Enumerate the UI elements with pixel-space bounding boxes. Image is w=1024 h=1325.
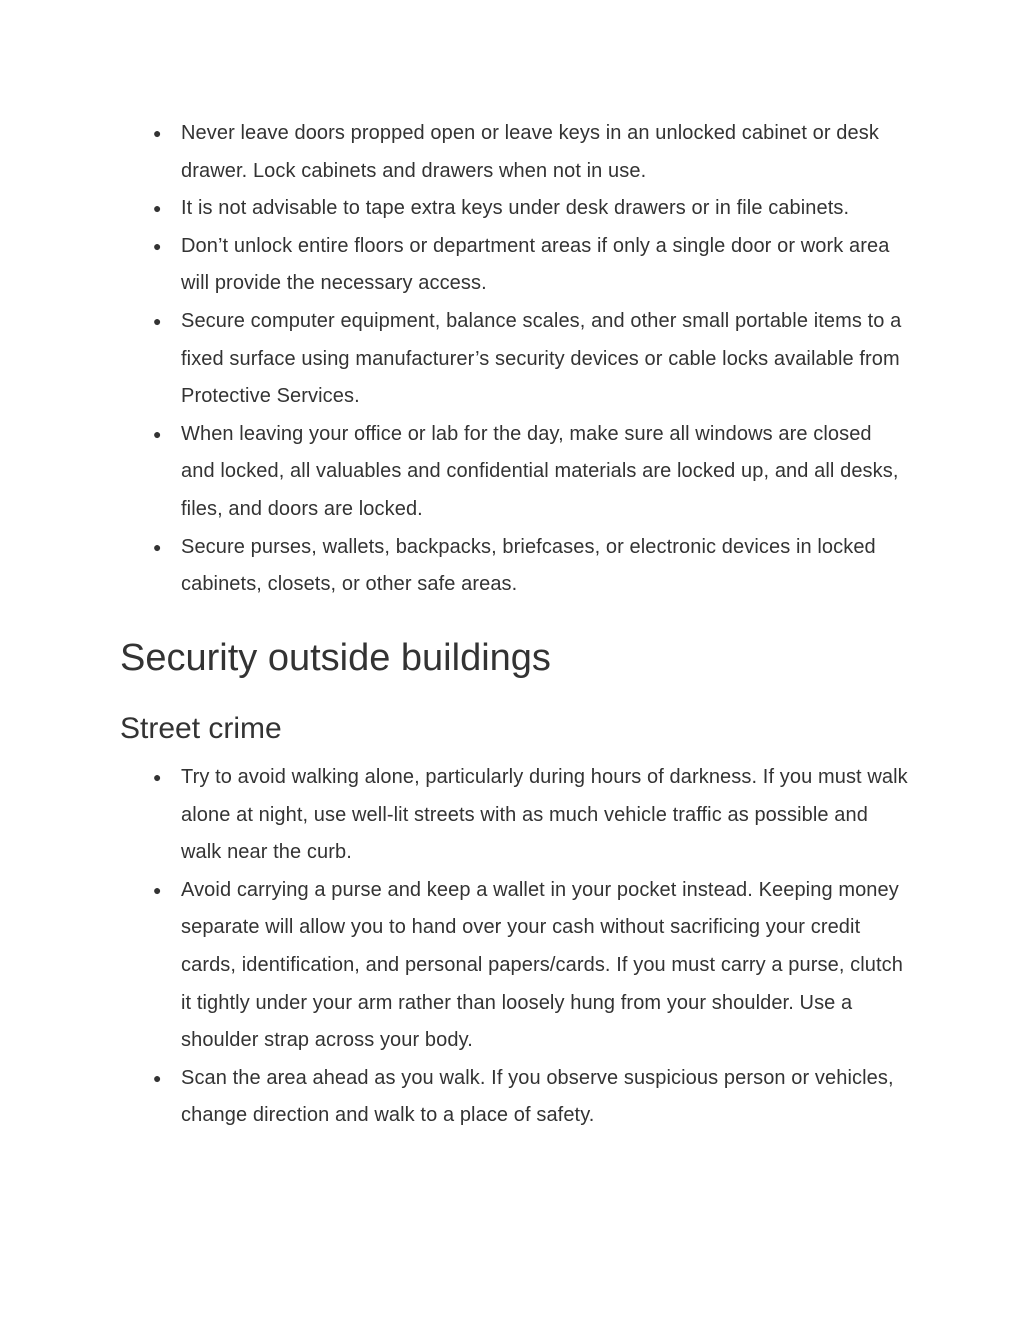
list-item [150,228,910,303]
list-item-text: Try to avoid walking alone, particularly during hours of darkness. If you must walk alone at night, use well-lit streets with as much vehicle traffic as possible and walk near the curb. [181,766,908,864]
list-item-text: Avoid carrying a purse and keep a wallet in your pocket instead. Keeping money separate will allow you to hand over your cash without sacrificing your credit cards, identification, and personal papers/cards. If you must carry a purse, clutch it tightly under your arm rather than loosely hung from your shoulder. Use a shoulder strap across your body. [181,878,903,1052]
list-item [150,1060,910,1135]
list-item [150,303,910,416]
bullet-icon: ● [153,125,162,141]
street-crime-list [150,759,910,1135]
list-item [150,115,910,190]
bullet-icon: ● [153,425,162,442]
bullet-icon: ● [153,312,162,329]
bullet-icon: ● [153,1069,162,1086]
list-item-text: When leaving your office or lab for the day, make sure all windows are closed and locked, all valuables and confidential materials are locked up, and all desks, files, and doors are locked. [181,422,899,520]
list-item [150,190,910,228]
bullet-icon: ● [153,769,162,785]
bullet-icon: ● [153,200,162,217]
list-item [150,759,910,872]
list-item [150,872,910,1060]
list-item-text: It is not advisable to tape extra keys under desk drawers or in file cabinets. [181,197,850,220]
bullet-icon: ● [153,881,162,898]
section-heading-outside: Security outside buildings [120,637,551,679]
bullet-icon: ● [153,538,162,555]
list-item-text: Don’t unlock entire floors or department areas if only a single door or work area will provide the necessary access. [181,234,890,295]
list-item-text: Never leave doors propped open or leave keys in an unlocked cabinet or desk drawer. Lock cabinets and drawers when not in use. [181,122,879,182]
subsection-heading-street-crime: Street crime [120,712,282,745]
bullet-icon: ● [153,237,162,254]
list-item [150,416,910,529]
building-security-list [150,115,910,604]
list-item-text: Secure computer equipment, balance scales, and other small portable items to a fixed surface using manufacturer’s security devices or cable locks available from Protective Services. [181,309,902,408]
list-item [150,529,910,604]
list-item-text: Scan the area ahead as you walk. If you observe suspicious person or vehicles, change direction and walk to a place of safety. [181,1066,894,1127]
list-item-text: Secure purses, wallets, backpacks, briefcases, or electronic devices in locked cabinets, closets, or other safe areas. [181,535,876,596]
